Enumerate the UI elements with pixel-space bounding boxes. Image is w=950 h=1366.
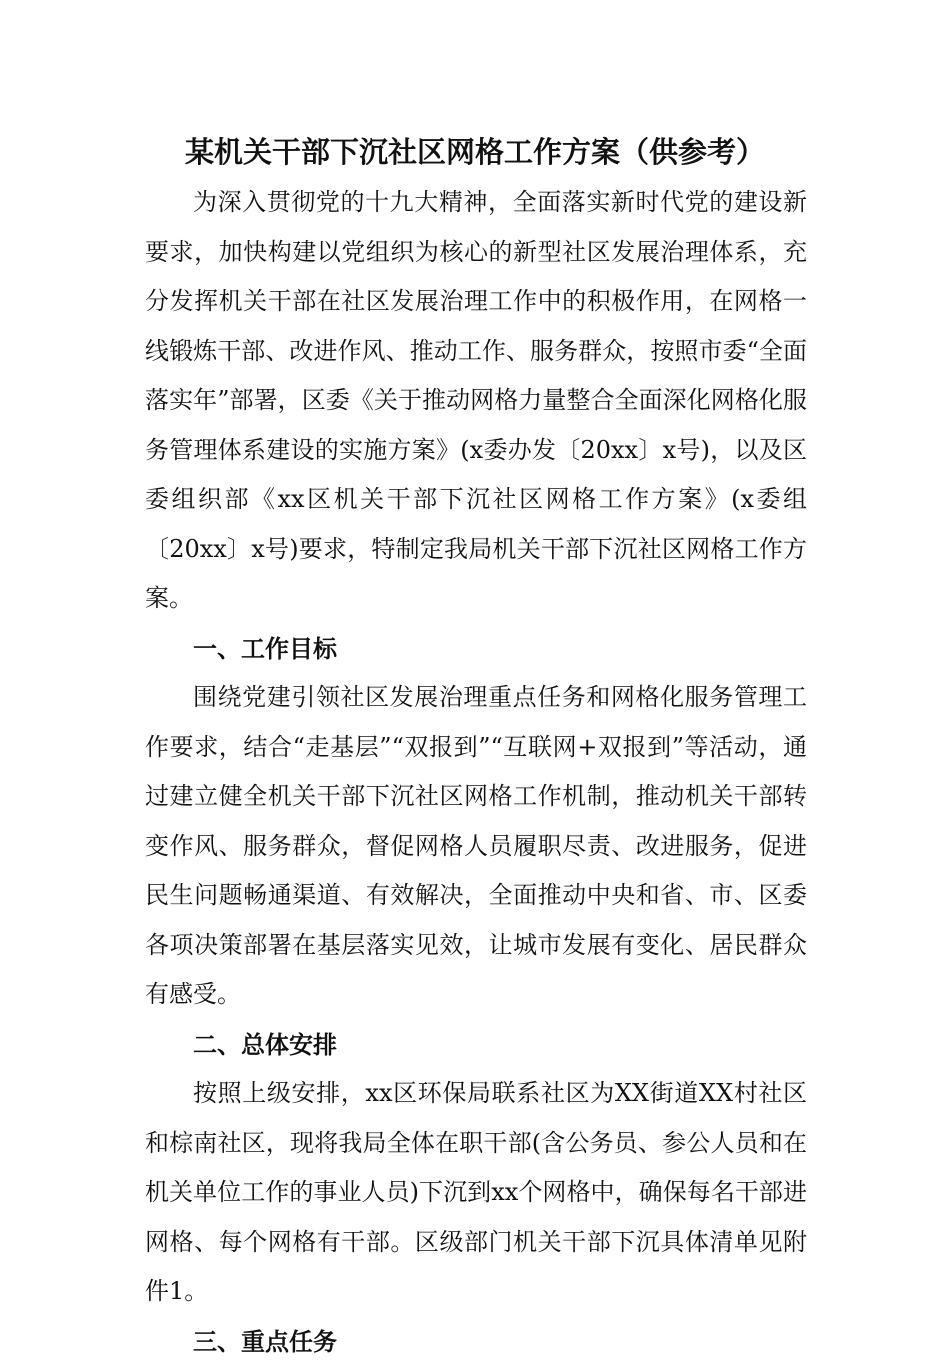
section-paragraph-arrangement: 按照上级安排，xx区环保局联系社区为XX街道XX村社区和棕南社区，现将我局全体在职干部(含公务员、参公人员和在机关单位工作的事业人员)下沉到xx个网格中，确保每名干部进网格、每个网格有干部。区级部门机关干部下沉具体清单见附件1。 bbox=[145, 1069, 807, 1317]
section-heading-arrangement: 二、总体安排 bbox=[145, 1020, 807, 1070]
document-body bbox=[145, 178, 807, 1366]
intro-paragraph: 为深入贯彻党的十九大精神，全面落实新时代党的建设新要求，加快构建以党组织为核心的新型社区发展治理体系，充分发挥机关干部在社区发展治理工作中的积极作用，在网格一线锻炼干部、改进作风、推动工作、服务群众，按照市委“全面落实年”部署，区委《关于推动网格力量整合全面深化网格化服务管理体系建设的实施方案》(x委办发〔20xx〕x号)，以及区委组织部《xx区机关干部下沉社区网格工作方案》(x委组〔20xx〕x号)要求，特制定我局机关干部下沉社区网格工作方案。 bbox=[145, 178, 807, 624]
document-title: 某机关干部下沉社区网格工作方案（供参考） bbox=[0, 130, 950, 174]
section-heading-goals: 一、工作目标 bbox=[145, 624, 807, 674]
section-heading-key-tasks: 三、重点任务 bbox=[145, 1317, 807, 1366]
section-paragraph-goals: 围绕党建引领社区发展治理重点任务和网格化服务管理工作要求，结合“走基层”“双报到”“互联网+双报到”等活动，通过建立健全机关干部下沉社区网格工作机制，推动机关干部转变作风、服务群众，督促网格人员履职尽责、改进服务，促进民生问题畅通渠道、有效解决，全面推动中央和省、市、区委各项决策部署在基层落实见效，让城市发展有变化、居民群众有感受。 bbox=[145, 673, 807, 1020]
